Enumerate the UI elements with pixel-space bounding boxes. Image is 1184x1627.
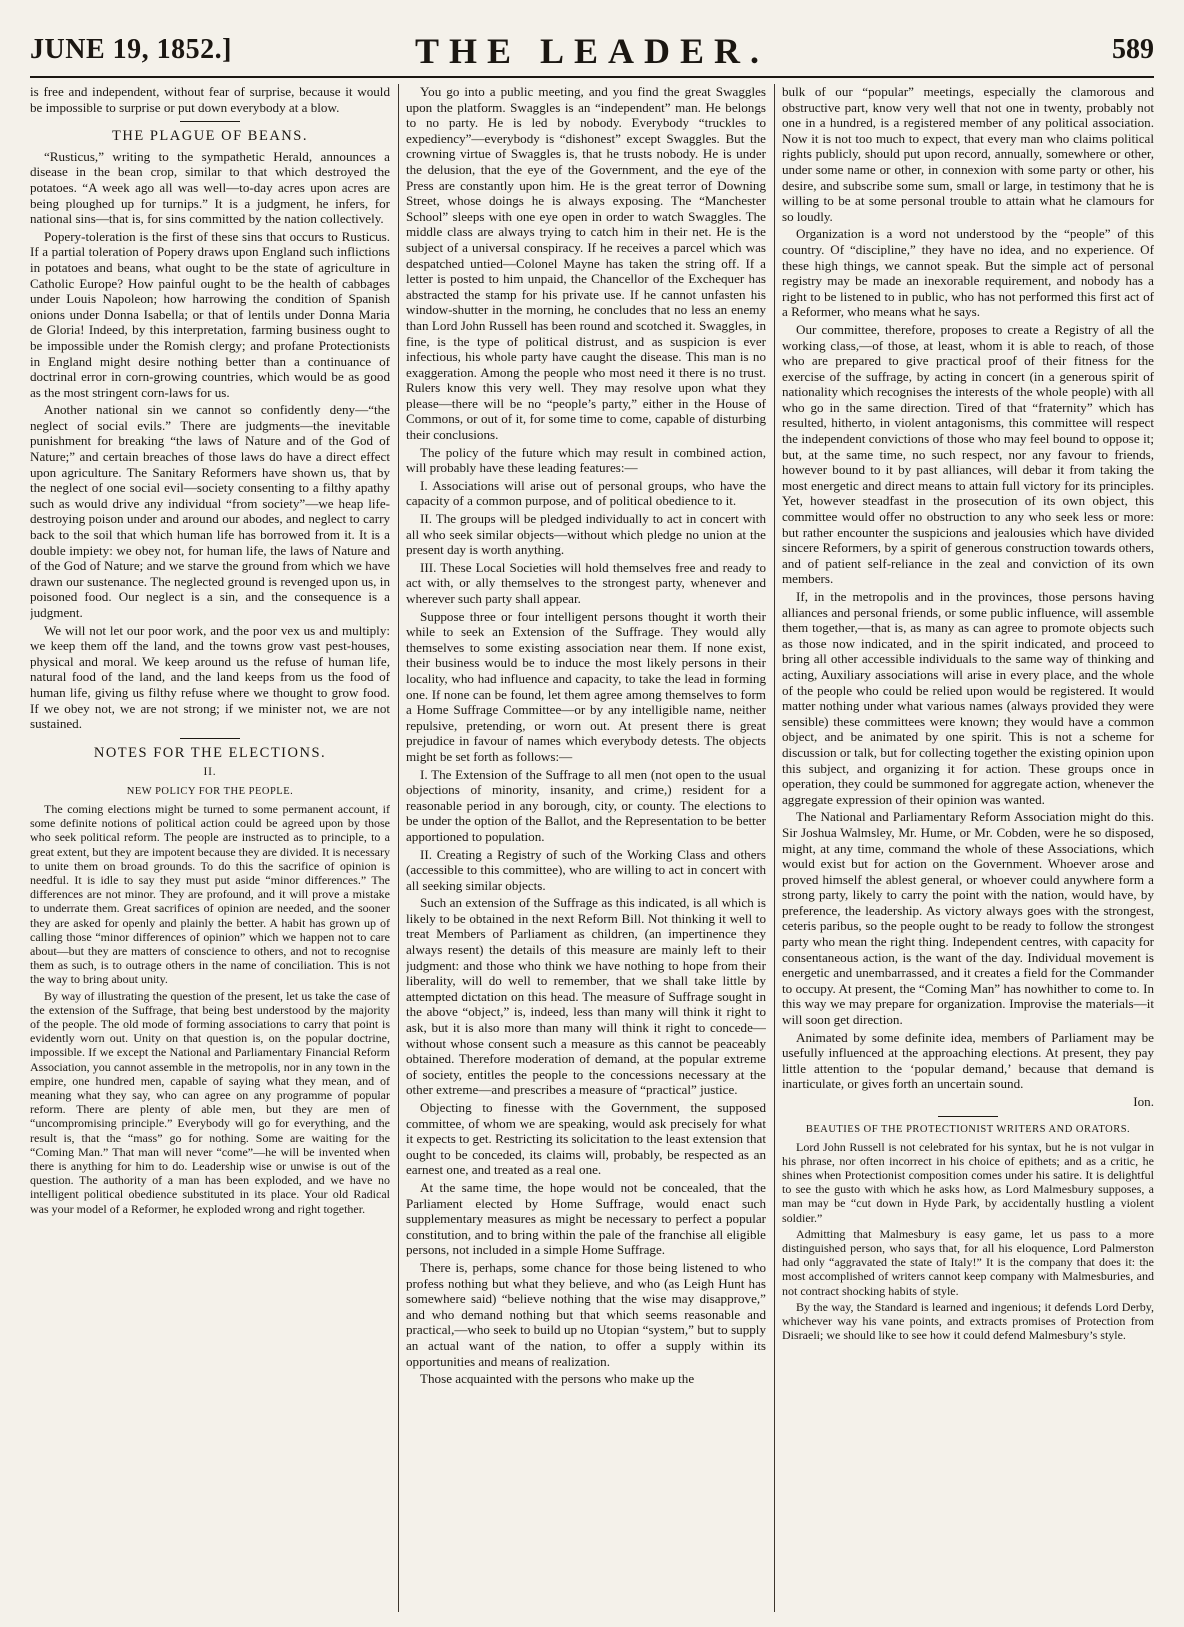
heading-number: II. <box>203 766 217 779</box>
heading-notes-for-elections: NOTES FOR THE ELECTIONS. <box>93 744 327 761</box>
paragraph: Such an extension of the Suffrage as this indicated, is all which is likely to be obtained in the next Reform Bill. Not thinking it well to treat Members of Parliament as children, (an impertinence they always resent) the details of this measure are mainly left to their judgment: and those who think we have nothing to hope from their liberality, will do well to remember, that we shall take little by attempted dictation on this head. The measure of Suffrage sought in the above “object,” is, indeed, less than many will think it right to ask, but it is also more than many will think it right to concede—without whose consent such a measure as this cannot be peaceably obtained. Therefore moderation of demand, at the popular extreme of society, entitles the people to the concessions necessary at the other extreme—and prescribes a measure of “practical” justice. <box>406 895 766 1098</box>
column-3 <box>782 84 1154 1612</box>
column-2 <box>406 84 766 1612</box>
masthead <box>30 26 1154 78</box>
paragraph: By way of illustrating the question of the present, let us take the case of the extension of the Suffrage, that being best understood by the majority of the people. The old mode of forming associations to carry that point is evidently worn out. Unity on that question is, on the popular doctrine, impossible. If we except the National and Parliamentary Financial Reform Association, you cannot assemble in the metropolis, nor in any town in the empire, one hundred men, capable of saying what they mean, and of meaning what they say, who can agree on any programme of popular reform. There are plenty of able men, but they are men of “uncompromising principle.” Everybody will go for everything, and the result is, that the “mass” go for nothing. Some are waiting for the “Coming Man.” That man will never “come”—he will be invented when there is anything for him to do. Leadership wise or unwise is out of the question. The authority of a man has been exploded, and we have no intelligent political obedience substituted in its place. Your old Radical was your model of a Reformer, he exploded wrong and right together. <box>30 988 390 1216</box>
paragraph: Admitting that Malmesbury is easy game, let us pass to a more distinguished person, who says that, for all his eloquence, Lord Palmerston had only “aggravated the state of Italy!” It is the company that does it: the most accomplished of writers cannot keep company with Malmesburies, and not contract shocking habits of style. <box>782 1226 1154 1298</box>
section-divider <box>938 1116 998 1117</box>
paragraph: Animated by some definite idea, members of Parliament may be usefully influenced at the approaching elections. At present, they pay little attention to the ‘popular demand,’ because that demand is inarticulate, or gives forth an uncertain sound. <box>782 1029 1154 1092</box>
newspaper-title: THE LEADER. <box>414 31 770 71</box>
paragraph: Organization is a word not understood by the “people” of this country. Of “discipline,” they have no idea, and no experience. Of these high things, we cannot speak. But the simple act of personal registry may be made an inexorable requirement, and nobody has a right to be listened to in public, who has not performed this first act of a Reformer, who means what he says. <box>782 226 1154 320</box>
heading-beauties-protectionist: BEAUTIES OF THE PROTECTIONIST WRITERS AND ORATORS. <box>805 1123 1131 1135</box>
column-1 <box>30 84 390 1612</box>
paragraph: I. Associations will arise out of personal groups, who have the capacity of a common purpose, and of political obedience to it. <box>406 477 766 509</box>
paragraph: By the way, the Standard is learned and ingenious; it defends Lord Derby, whichever way his vane points, and extracts promises of Protection from Disraeli; we should like to see how it could defend Malmesbury’s style. <box>782 1299 1154 1343</box>
paragraph: At the same time, the hope would not be concealed, that the Parliament elected by Home Suffrage, would enact such supplementary measures as might be necessary to perfect a popular constitution, and to bring within the pale of the franchise all eligible persons, not included in a simple Home Suffrage. <box>406 1179 766 1258</box>
paragraph: Those acquainted with the persons who make up the <box>420 1371 695 1387</box>
subheading-new-policy: NEW POLICY FOR THE PEOPLE. <box>126 785 294 797</box>
paragraph: The National and Parliamentary Reform Association might do this. Sir Joshua Walmsley, Mr. Hume, or Mr. Cobden, were he so disposed, might, at any time, command the whole of these Associations, which would exist but for action on the Government. Whoever arose and proved himself the ablest general, or whoever could anywhere form a strong party, likely to carry the point with the nation, would have, by preference, the leadership. As victory always goes with the strongest, ceteris paribus, so the people ought to be ready to follow the strongest party who mean the right thing. Independent centres, with capacity for consentaneous action, is the want of the day. Individual movement is energetic and unembarrassed, and it creates a field for the Commander to occupy. At present, the “Coming Man” has nowhither to come to. In this way we may prepare for organization. Improvise the materials—it will soon get direction. <box>782 809 1154 1028</box>
issue-date: JUNE 19, 1852.] <box>30 34 232 65</box>
paragraph: III. These Local Societies will hold themselves free and ready to act with, or ally themselves to the strongest party, whenever and wherever such party shall appear. <box>406 559 766 606</box>
page-number: 589 <box>1112 34 1154 65</box>
paragraph: “Rusticus,” writing to the sympathetic Herald, announces a disease in the bean crop, similar to that which destroyed the potatoes. “A week ago all was well—to-day acres upon acres are being ploughed up for turnips.” It is a judgment, he infers, for national sins—that is, for sins committed by the nation collectively. <box>30 148 390 227</box>
section-divider <box>180 738 240 739</box>
paragraph: Suppose three or four intelligent persons thought it worth their while to seek an Extension of the Suffrage. They would ally themselves to some existing association near them. If none exist, their business would be to induce the most likely persons in their locality, who had influence and capacity, to take the lead in forming one. If none can be found, let them agree among themselves to form a Home Suffrage Committee—or by any intelligible name, neither repulsive, pretending, or worn out. At present there is great prejudice in favour of names which everybody detests. The objects might be set forth as follows:— <box>406 608 766 764</box>
paragraph: II. Creating a Registry of such of the Working Class and others (accessible to this committee), who are willing to act in concert with all seeking similar objects. <box>406 846 766 893</box>
paragraph: Objecting to finesse with the Government, the supposed committee, of whom we are speaking, would ask precisely for what it expects to get. Restricting its solicitation to the least extension that ought to be conceded, its claims will, probably, be respected as an earnest one, and treated as a real one. <box>406 1100 766 1178</box>
paragraph: We will not let our poor work, and the poor vex us and multiply: we keep them off the land, and the towns grow vast pest-houses, physical and moral. We keep around us the refuse of human life, natural food of the land, and the land keeps from us the food of human life, giving us filthy refuse where we thought to grow food. If we obey not, we are not strong; if we minister not, we are not sustained. <box>30 622 390 732</box>
section-divider <box>180 121 240 122</box>
paragraph: The policy of the future which may result in combined action, will probably have these leading features:— <box>406 444 766 476</box>
paragraph: There is, perhaps, some chance for those being listened to who profess nothing but what they believe, and who (as Leigh Hunt has somewhere said) “believe nothing that the wise may disapprove,” and who demand nothing but that which seems reasonable and practical,—who seek to build up no Utopian “system,” but to supply an actual want of the nation, to offer a supply within its opportunities and means of realization. <box>406 1259 766 1369</box>
paragraph: The coming elections might be turned to some permanent account, if some definite notions of political action could be agreed upon by those who seek political reform. The people are instructed as to principle, to a great extent, but they are impotent because they are divided. It is necessary to unite them on broad grounds. To do this the sacrifice of opinion is needful. It is idle to say they must put aside “minor differences.” The differences are not minor. They are profound, and it will prove a mistake to underrate them. Great sacrifices of opinion are needed, and the sooner they are asked for openly and plainly the better. A habit has grown up of calling those “minor differences of opinion” which we happen not to care about—but they are matters of conscience to others, and not to recognise them as such, is to outrage others in the name of conciliation. This is not the way to bring about unity. <box>30 801 390 987</box>
author-signature: Ion. <box>1133 1094 1154 1109</box>
paragraph: I. The Extension of the Suffrage to all men (not open to the usual objections of minority, insanity, and crime,) resident for a reasonable period in any borough, city, or county. The elections to be under the option of the Ballot, and the Representation to be better apportioned to population. <box>406 766 766 844</box>
paragraph: Another national sin we cannot so confidently deny—“the neglect of social evils.” There are judgments—the inevitable punishment for breaking “the laws of Nature and of the God of Nature;” and certain breaches of those laws do have a direct effect upon agriculture. The Sanitary Reformers have shown us, that by the neglect of one social evil—society consenting to a filthy apathy such as would drive any individual “from society”—we heap life-destroying poison under and around our abodes, and neglect to carry back to the soil that which human life has borrowed from it. It is a double impiety: we obey not, for human life, the laws of Nature and of the God of Nature; and we starve the ground from which we have drawn our sustenance. The neglected ground is revenged upon us, in poisoned food. Our neglect is a sin, and the consequence is a judgment. <box>30 402 390 620</box>
column-divider <box>398 84 399 1612</box>
paragraph: Popery-toleration is the first of these sins that occurs to Rusticus. If a partial toleration of Popery draws upon England such inflictions in potatoes and beans, what ought to be the state of agriculture in Catholic Europe? How painful ought to be the health of cabbages under Louis Napoleon; how harrowing the condition of Spanish onions under Donna Isabella; or that of lentils under Donna Maria de Gloria! Indeed, by this interpretation, farming business ought to be impossible under the Romish clergy; and profane Protectionists in England might desire nothing better than a continuance of doctrinal error in corn-growing countries, which would be as good as the most stringent corn-laws for us. <box>30 228 390 400</box>
paragraph: Lord John Russell is not celebrated for his syntax, but he is not vulgar in his phrase, nor often incorrect in his choice of epithets; and as a critic, he shines when Protectionist composition comes under his satire. It is delightful to see the gusto with which he asks how, as Lord Malmesbury supposes, a man may be “cut down in Hyde Park, by accidentally hustling a violent soldier.” <box>782 1139 1154 1225</box>
column-divider <box>774 84 775 1612</box>
paragraph: Our committee, therefore, proposes to create a Registry of all the working class,—of those, at least, whom it is able to reach, of those who are prepared to give practical proof of their fitness for the exercise of the suffrage, by acting in concert (in a generous spirit of nationality which recognises the interests of the whole people) with all who go in the same direction. Tired of that “fraternity” which has resulted, hitherto, in violent antagonisms, this committee will respect the independent convictions of those who may feel bound to oppose it; but, at the same time, no such respect, nor any favour to friends, however bound to it by past alliances, will debar it from taking the most energetic and direct means to attain full victory for its principles. Yet, however steadfast in the prosecution of its own object, this committee would offer no obstruction to any who seek less or more: but rather encounter the suspicions and jealousies which have divided sincere Reformers, by a spirit of generous construction towards others, and of patient self-reliance in the zeal and conviction of its own members. <box>782 321 1154 587</box>
paragraph: bulk of our “popular” meetings, especially the clamorous and obstructive part, know very well that not one in twenty, probably not one in a hundred, is a registered member of any political association. Now it is not too much to expect, that every man who claims political rights publicly, should put upon record, annually, somewhere or other, under some name or other, in connexion with some party or other, his desire, and subscribe some sum, small or large, in testimony that he is willing to be at some personal trouble to attain what he clamours for so loudly. <box>782 84 1154 224</box>
paragraph: You go into a public meeting, and you find the great Swaggles upon the platform. Swaggles is an “independent” man. He belongs to no party. He is led by nobody. Everybody “truckles to expediency”—everybody is “dishonest” except Swaggles. But the crowning virtue of Swaggles is, that he trusts nobody. He is under the delusion, that the eye of the Government, and the eye of the Press are constantly upon him. He is the great terror of Downing Street, whose doings he is always exposing. The “Manchester School” sleeps with one eye open in order to watch Swaggles. The middle class are always trying to catch him in their net. He is the subject of a universal conspiracy. If he receives a parcel which was despatched untied—Colonel Mayne has taken the string off. If a letter is posted to him unpaid, the Chancellor of the Exchequer has abstracted the stamp for his private use. If he cannot unfasten his window-shutter in the morning, he concludes that no less an enemy than Lord John Russell has been round and scotched it. Swaggles, in fine, is the type of political distrust, and as suspicion is ever infectious, his whole party have caught the disease. This man is no exaggeration. Among the people who most need it there is no trust. Rulers know this very well. They may resolve upon what they please—there will be no “people’s party,” either in the House of Commons, or out of it, for some time to come, capable of disturbing their conclusions. <box>406 84 766 443</box>
paragraph: If, in the metropolis and in the provinces, those persons having alliances and personal friends, or some public influence, will assemble them together,—that is, as many as can agree to promote objects such as those now indicated, and in the spirit indicated, and proceed to bring all other accessible individuals to the same way of thinking and acting, Auxiliary associations will arise in every place, and the whole of the people who could be relied upon would be registered. It would matter nothing under what various names (always provided they were sensible) these committees were known; they would have a common object, and be animated by one spirit. This is not a scheme for discussion or talk, but for collecting together the existing opinion upon this subject, and organizing it for action. These groups once in operation, they could be summoned for aggregate action, whenever the aggregate expression of their opinion was wanted. <box>782 589 1154 807</box>
paragraph: is free and independent, without fear of surprise, because it would be impossible to surprise or put down everybody at a blow. <box>30 84 390 115</box>
paragraph: II. The groups will be pledged individually to act in concert with all who seek similar objects—without which pledge no union at the present day is worth anything. <box>406 511 766 558</box>
heading-plague-of-beans: THE PLAGUE OF BEANS. <box>112 128 308 145</box>
